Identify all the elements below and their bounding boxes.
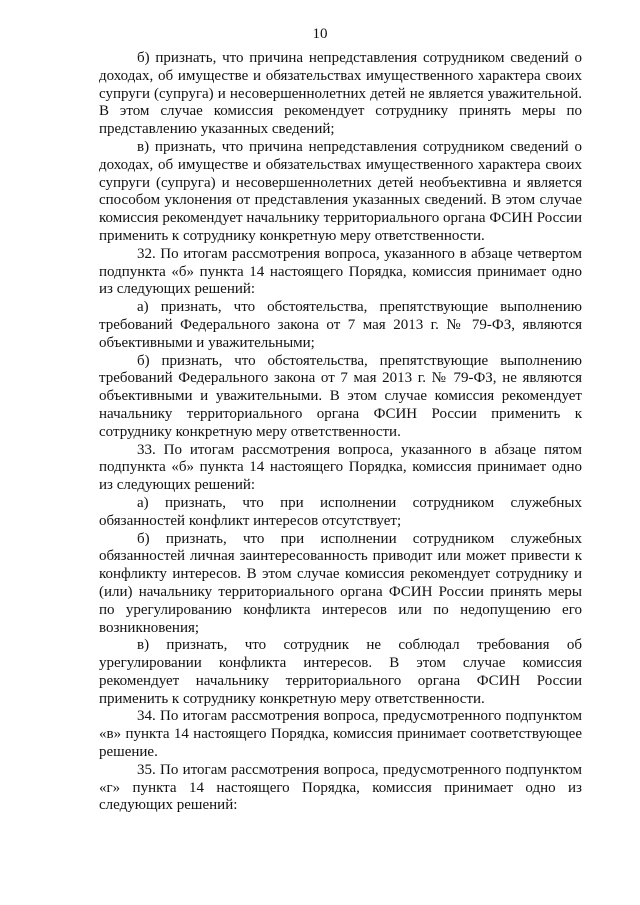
paragraph-32-a: а) признать, что обстоятельства, препятствующие выполнению требований Федерального закона от 7 мая 2013 г. № 79-ФЗ, являются объективными и уважительными;: [99, 299, 582, 351]
page-number: 10: [312, 26, 328, 42]
document-body: [99, 50, 582, 815]
paragraph-33-a: а) признать, что при исполнении сотрудником служебных обязанностей конфликт интересов отсутствует;: [99, 494, 582, 529]
paragraph-31-v: в) признать, что причина непредставления сотрудником сведений о доходах, об имуществе и обязательствах имущественного характера своих супруги (супруга) и несовершеннолетних детей необъективна и является способом уклонения от представления указанных сведений. В этом случае комиссия рекомендует начальнику территориального органа ФСИН России применить к сотруднику конкретную меру ответственности.: [99, 138, 582, 244]
paragraph-32-b: б) признать, что обстоятельства, препятствующие выполнению требований Федерального закона от 7 мая 2013 г. № 79-ФЗ, не являются объективными и уважительными. В этом случае комиссия рекомендует начальнику территориального органа ФСИН России применить к сотруднику конкретную меру ответственности.: [99, 352, 582, 440]
paragraph-33-v: в) признать, что сотрудник не соблюдал требования об урегулировании конфликта интересов. В этом случае комиссия рекомендует начальнику территориального органа ФСИН России применить к сотруднику конкретную меру ответственности.: [99, 637, 582, 707]
paragraph-32: 32. По итогам рассмотрения вопроса, указанного в абзаце четвертом подпункта «б» пункта 14 настоящего Порядка, комиссия принимает одно из следующих решений:: [99, 245, 582, 298]
paragraph-31-b: б) признать, что причина непредставления сотрудником сведений о доходах, об имуществе и обязательствах имущественного характера своих супруги (супруга) и несовершеннолетних детей не является уважительной. В этом случае комиссия рекомендует сотруднику принять меры по представлению указанных сведений;: [99, 50, 582, 138]
paragraph-33: 33. По итогам рассмотрения вопроса, указанного в абзаце пятом подпункта «б» пункта 14 настоящего Порядка, комиссия принимает одно из следующих решений:: [99, 441, 582, 494]
paragraph-35: 35. По итогам рассмотрения вопроса, предусмотренного подпунктом «г» пункта 14 настоящего Порядка, комиссия принимает одно из следующих решений:: [99, 761, 582, 814]
paragraph-33-b: б) признать, что при исполнении сотрудником служебных обязанностей личная заинтересованность приводит или может привести к конфликту интересов. В этом случае комиссия рекомендует сотруднику и (или) начальнику территориального органа ФСИН России принять меры по урегулированию конфликта интересов или по недопущению его возникновения;: [99, 530, 582, 636]
paragraph-34: 34. По итогам рассмотрения вопроса, предусмотренного подпунктом «в» пункта 14 настоящего Порядка, комиссия принимает соответствующее решение.: [99, 708, 582, 761]
